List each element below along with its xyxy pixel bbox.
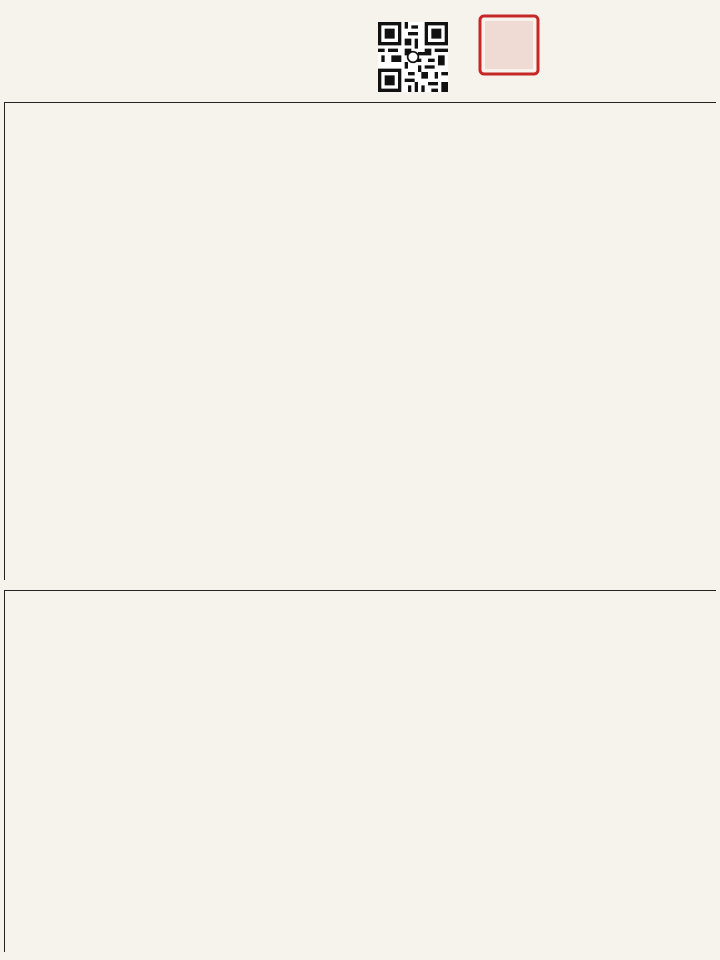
qr-code-icon <box>378 22 448 92</box>
annual-luck-grid <box>4 590 716 952</box>
red-seal-icon <box>478 14 540 76</box>
gender-line <box>12 29 16 46</box>
chart-header <box>0 0 720 100</box>
pillar-chart-grid <box>4 102 716 580</box>
